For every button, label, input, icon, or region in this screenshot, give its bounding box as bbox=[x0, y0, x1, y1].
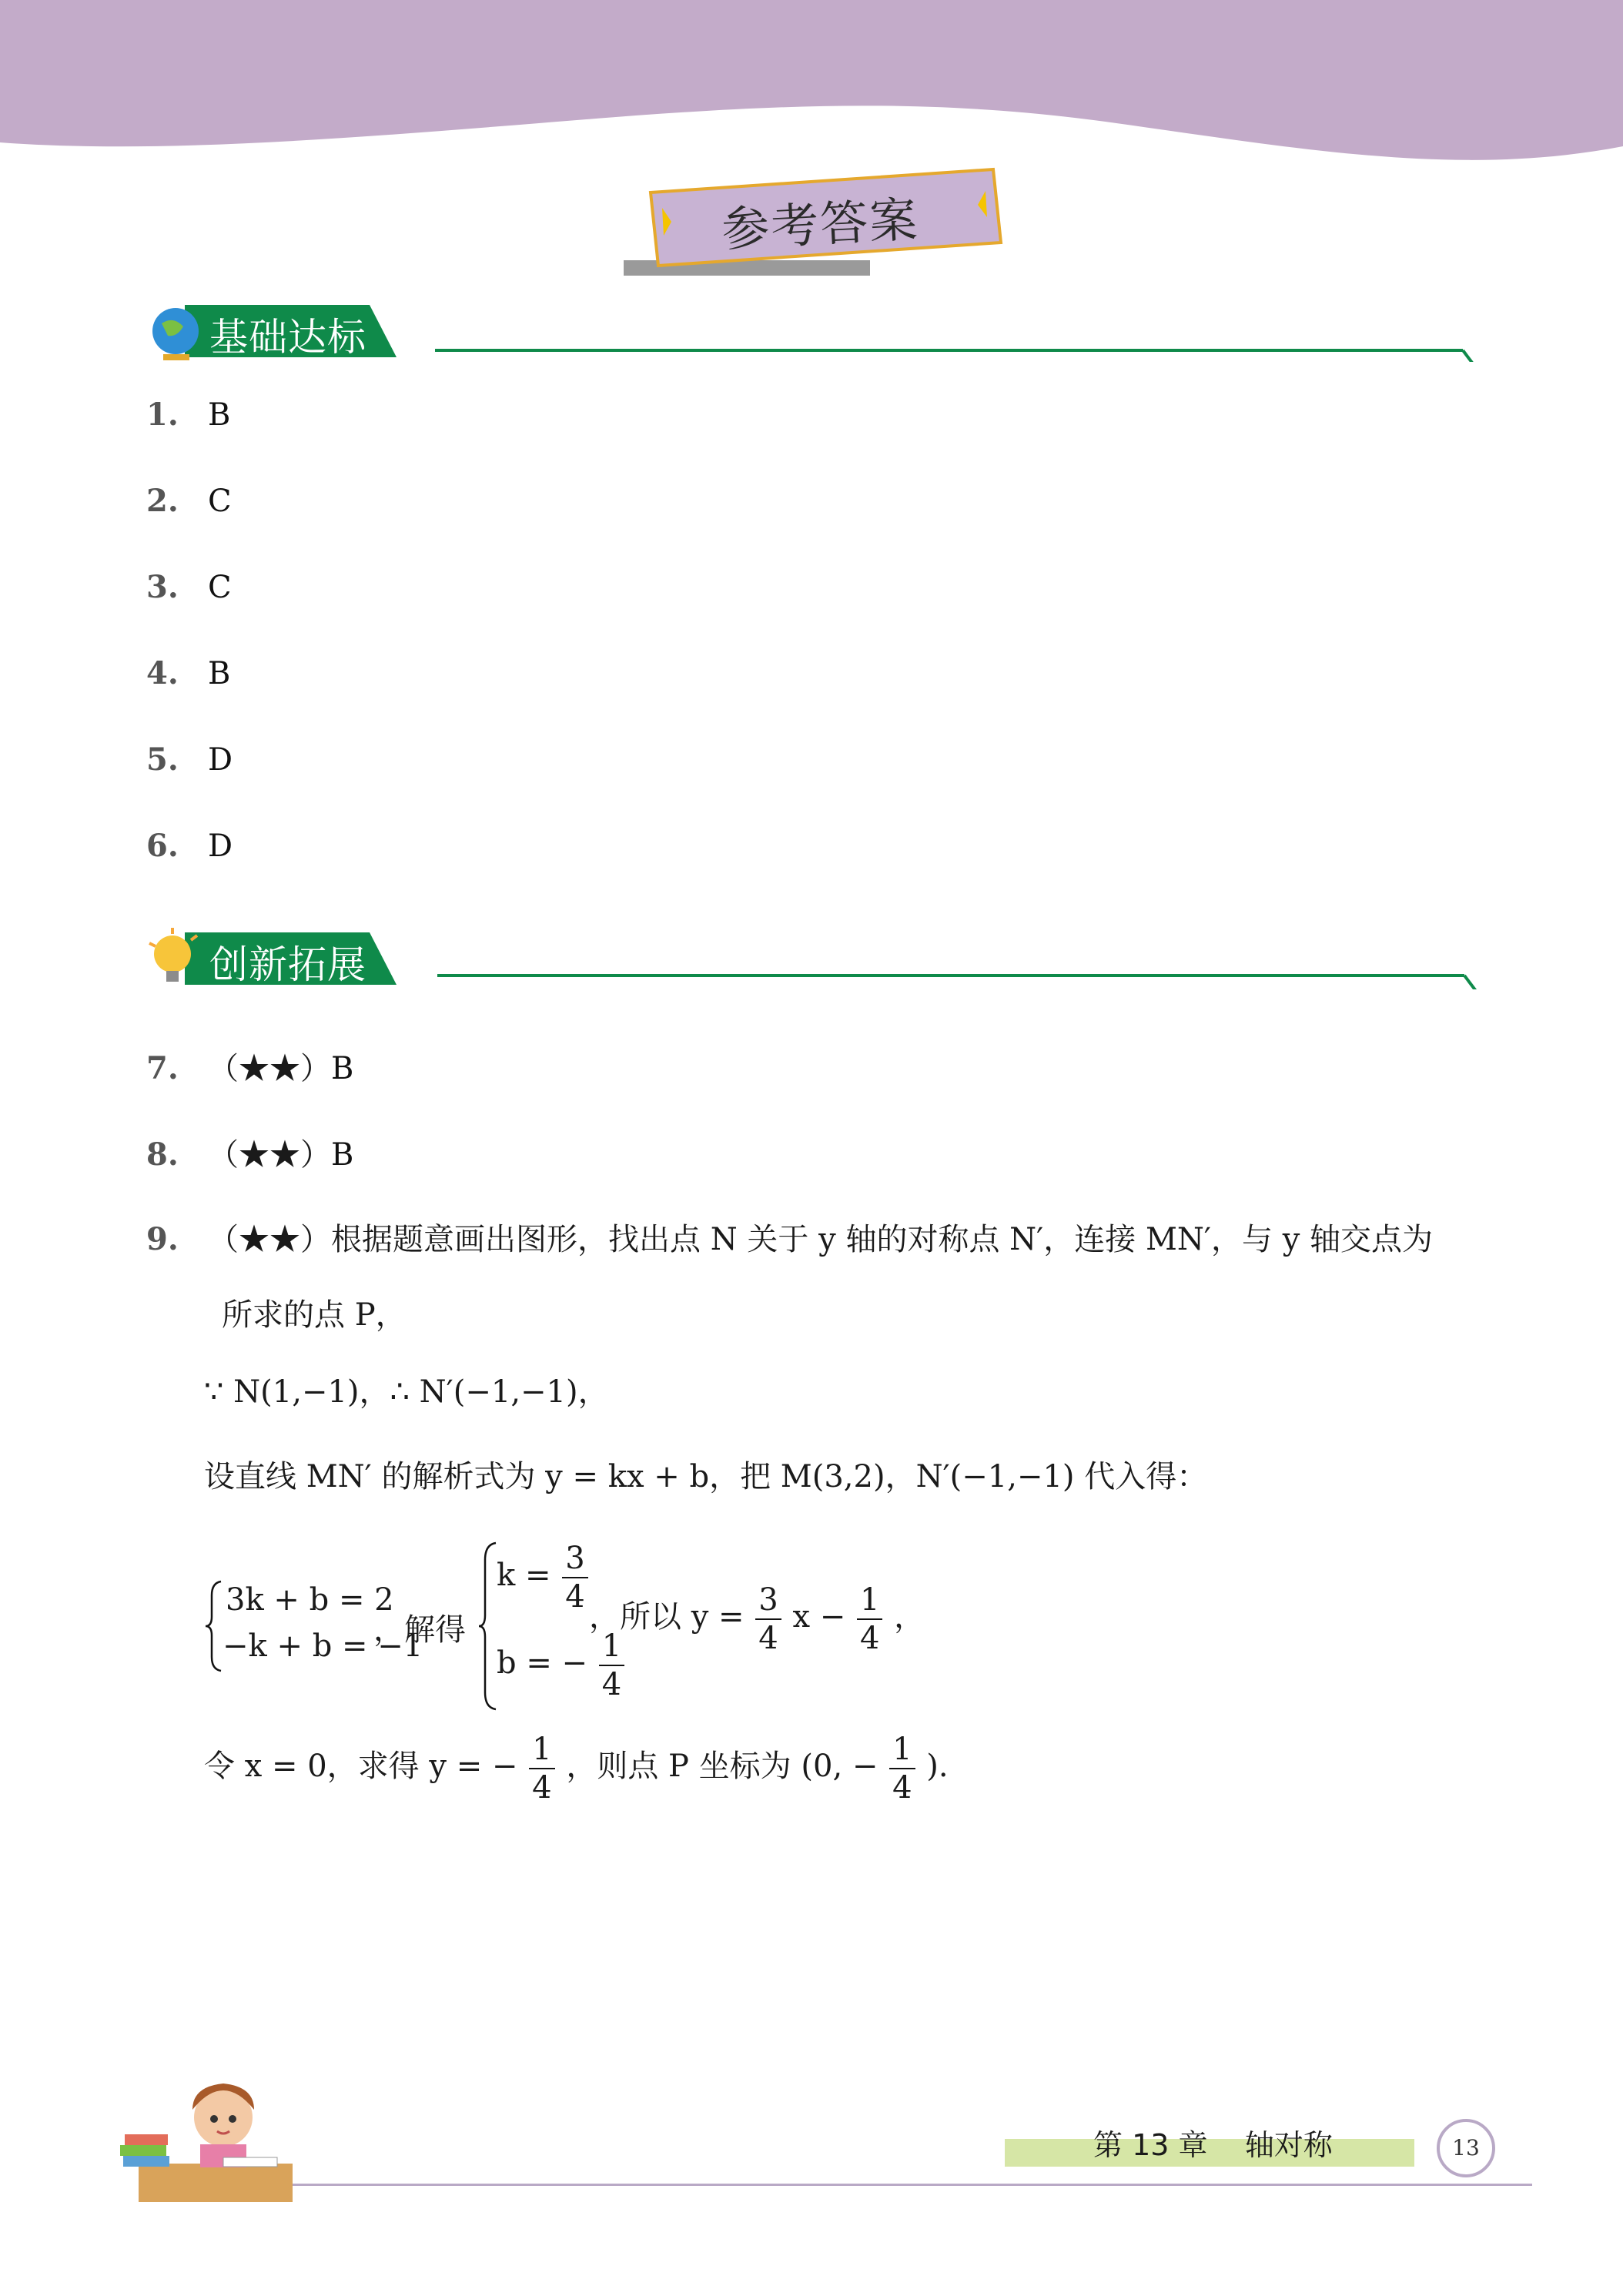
solution-line-1: 根据题意画出图形，找出点 N 关于 y 轴的对称点 N′，连接 MN′，与 y 轴交点为 bbox=[331, 1222, 1434, 1257]
answer-value: D bbox=[208, 742, 233, 778]
k-label: k = bbox=[497, 1558, 551, 1593]
fraction-numerator: 1 bbox=[529, 1734, 554, 1769]
answer-value: D bbox=[208, 828, 233, 864]
question-number: 9. bbox=[146, 1221, 179, 1257]
right-system-brace bbox=[479, 1541, 497, 1711]
difficulty-stars: （★★） bbox=[208, 1222, 331, 1257]
b-label: b = − bbox=[497, 1645, 588, 1681]
answer-row-7 bbox=[146, 1044, 353, 1088]
footer-divider bbox=[293, 2184, 1532, 2186]
answer-row-1 bbox=[146, 397, 230, 433]
question-number: 4. bbox=[146, 655, 179, 691]
fraction-denominator: 4 bbox=[532, 1770, 552, 1806]
section-header-advanced bbox=[146, 928, 1501, 989]
solution-text: ∵ N(1,−1)，∴ N′(−1,−1)， bbox=[204, 1374, 609, 1410]
answer-value: B bbox=[208, 656, 231, 691]
answer-value: B bbox=[331, 1051, 354, 1086]
fraction-numerator: 1 bbox=[857, 1585, 882, 1620]
solution-text: ，则点 P 坐标为 (0, − bbox=[566, 1749, 878, 1784]
intercept-fraction bbox=[857, 1582, 882, 1656]
difficulty-stars: （★★） bbox=[208, 1137, 331, 1173]
answer-value: C bbox=[208, 484, 232, 519]
question-number: 2. bbox=[146, 483, 179, 519]
equation-2: −k + b = −1 bbox=[223, 1628, 423, 1664]
section-header-basic bbox=[146, 300, 1501, 362]
section-title-advanced: 创新拓展 bbox=[209, 942, 366, 987]
y-fraction bbox=[529, 1732, 554, 1806]
comma: ， bbox=[894, 1599, 925, 1635]
solution-text: ). bbox=[926, 1749, 949, 1784]
answer-row-3 bbox=[146, 569, 232, 605]
difficulty-stars: （★★） bbox=[208, 1051, 331, 1086]
question-number: 8. bbox=[146, 1136, 179, 1173]
equation-system-line bbox=[204, 1540, 1205, 1717]
page-title: 参考答案 bbox=[720, 191, 920, 258]
chapter-label: 第 13 章 轴对称 bbox=[1093, 2128, 1333, 2162]
x-term: x − bbox=[792, 1599, 846, 1635]
fraction-denominator: 4 bbox=[859, 1621, 880, 1656]
fraction-denominator: 4 bbox=[565, 1579, 585, 1615]
solution-line-2 bbox=[222, 1290, 407, 1334]
k-solution bbox=[497, 1541, 590, 1615]
answer-row-8 bbox=[146, 1130, 353, 1174]
fraction-numerator: 1 bbox=[889, 1734, 915, 1769]
fraction-denominator: 4 bbox=[758, 1621, 778, 1656]
answer-row-4 bbox=[146, 655, 230, 691]
question-number: 1. bbox=[146, 397, 179, 433]
answer-value: B bbox=[331, 1137, 354, 1173]
fraction-denominator: 4 bbox=[892, 1770, 912, 1806]
header-wave bbox=[0, 0, 1623, 177]
solve-word: ，解得 bbox=[373, 1612, 466, 1648]
equation-1: 3k + b = 2 bbox=[226, 1582, 394, 1618]
question-number: 3. bbox=[146, 569, 179, 605]
answer-row-6 bbox=[146, 828, 233, 864]
page-number: 13 bbox=[1437, 2119, 1495, 2177]
result-equation bbox=[589, 1582, 925, 1656]
question-number: 6. bbox=[146, 828, 179, 864]
fraction-denominator: 4 bbox=[601, 1667, 622, 1702]
fraction-numerator: 3 bbox=[755, 1585, 781, 1620]
solution-text: 设直线 MN′ 的解析式为 y = kx + b，把 M(3,2)，N′(−1,−1) 代入得： bbox=[204, 1459, 1208, 1494]
solution-line-4 bbox=[204, 1452, 1207, 1496]
question-number: 7. bbox=[146, 1050, 179, 1086]
solution-text: 所求的点 P， bbox=[222, 1297, 407, 1333]
fraction-numerator: 3 bbox=[562, 1543, 587, 1578]
section-title-basic: 基础达标 bbox=[209, 315, 366, 360]
answer-value: B bbox=[208, 397, 231, 433]
answer-row-9 bbox=[146, 1215, 1433, 1259]
k-fraction bbox=[562, 1541, 587, 1615]
slope-fraction bbox=[755, 1582, 781, 1656]
p-fraction bbox=[889, 1732, 915, 1806]
solution-text: 令 x = 0，求得 y = − bbox=[204, 1749, 518, 1784]
answer-row-2 bbox=[146, 483, 232, 519]
solution-line-6 bbox=[204, 1732, 949, 1806]
answer-value: C bbox=[208, 570, 232, 605]
question-number: 5. bbox=[146, 741, 179, 778]
fraction-numerator: 1 bbox=[599, 1631, 624, 1666]
solution-line-3 bbox=[204, 1367, 609, 1411]
left-brace bbox=[206, 1580, 223, 1672]
student-girl-illustration bbox=[108, 2048, 323, 2217]
so-word: ，所以 y = bbox=[589, 1599, 745, 1635]
answer-row-5 bbox=[146, 741, 233, 778]
